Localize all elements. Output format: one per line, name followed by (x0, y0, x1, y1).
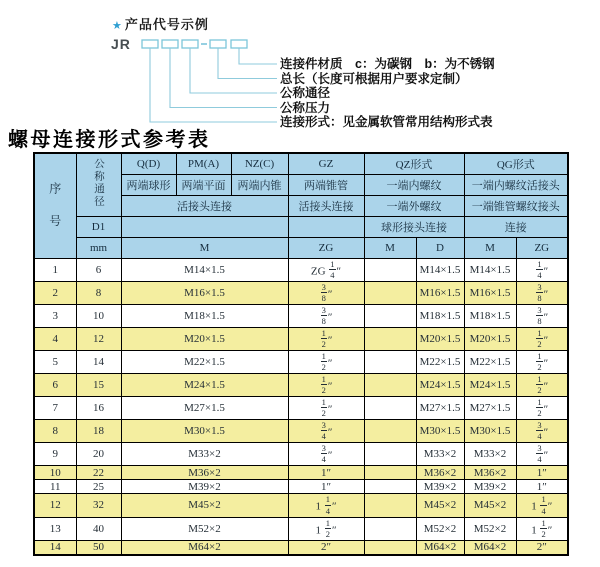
table-cell: $\frac{3}{8}$ ″ (288, 281, 364, 304)
table-cell: M24×1.5 (464, 373, 516, 396)
code-label: 总长（长度可根据用户要求定制） (280, 71, 468, 86)
col-header-qz-m: M (364, 237, 416, 258)
table-cell: $\frac{1}{2}$ ″ (288, 327, 364, 350)
page-title: 螺母连接形式参考表 (8, 129, 211, 151)
table-cell: 2″ (288, 540, 364, 555)
col-header-qg: QG形式 (464, 153, 568, 174)
table-cell: M18×1.5 (464, 304, 516, 327)
col-header-qg-m: M (464, 237, 516, 258)
table-cell: M64×2 (464, 540, 516, 555)
table-cell: M45×2 (464, 494, 516, 517)
table-cell: 2 (34, 281, 76, 304)
code-label: 公称通径 (280, 86, 331, 100)
code-label: 公称压力 (280, 100, 331, 115)
table-cell: $\frac{3}{4}$ ″ (516, 442, 568, 465)
table-cell: M39×2 (464, 480, 516, 494)
table-cell: M27×1.5 (464, 396, 516, 419)
table-cell: 5 (34, 350, 76, 373)
table-cell: M16×1.5 (121, 281, 288, 304)
table-cell: 32 (76, 494, 121, 517)
table-cell: M36×2 (416, 465, 464, 479)
table-cell: $\frac{1}{2}$ ″ (516, 350, 568, 373)
table-cell: $\frac{1}{2}$ ″ (516, 396, 568, 419)
leader-line (239, 48, 277, 64)
table-row (34, 517, 568, 540)
table-cell (364, 442, 416, 465)
table-row (34, 540, 568, 555)
table-cell: $\frac{3}{8}$ ″ (288, 304, 364, 327)
code-box (231, 40, 247, 48)
star-icon: ★ (112, 20, 123, 32)
table-cell: M33×2 (121, 442, 288, 465)
table-cell: M18×1.5 (416, 304, 464, 327)
table-cell: M20×1.5 (464, 327, 516, 350)
table-cell (364, 258, 416, 281)
table-row (34, 442, 568, 465)
table-cell: 18 (76, 419, 121, 442)
table-cell: M39×2 (121, 480, 288, 494)
table-cell: $\frac{3}{8}$ ″ (516, 304, 568, 327)
table-cell (364, 419, 416, 442)
table-cell: 6 (34, 373, 76, 396)
table-cell: 1 $\frac{1}{2}$ ″ (288, 517, 364, 540)
table-cell: $\frac{3}{4}$ ″ (288, 419, 364, 442)
table-cell (364, 494, 416, 517)
table-cell: M30×1.5 (464, 419, 516, 442)
table-cell: 7 (34, 396, 76, 419)
subheader-qz-1: 一端内螺纹 (364, 174, 464, 195)
table-cell: M14×1.5 (121, 258, 288, 281)
table-cell: M22×1.5 (464, 350, 516, 373)
col-header-m: M (121, 237, 288, 258)
table-cell: 50 (76, 540, 121, 555)
subheader-gz-connection: 活接头连接 (288, 195, 364, 216)
table-cell (364, 480, 416, 494)
col-header-gz: GZ (288, 153, 364, 174)
code-labels (280, 57, 495, 130)
table-cell: M52×2 (121, 517, 288, 540)
table-cell: 1″ (516, 465, 568, 479)
table-cell: 1 $\frac{1}{4}$ ″ (516, 494, 568, 517)
subheader-qz-2: 一端外螺纹 (364, 195, 464, 216)
col-header-seq-label: 序号 (47, 182, 62, 247)
table-cell: M16×1.5 (416, 281, 464, 304)
subheader-nz: 两端内锥 (231, 174, 288, 195)
table-cell: 1 (34, 258, 76, 281)
table-cell: 25 (76, 480, 121, 494)
table-cell: 22 (76, 465, 121, 479)
table-cell: M14×1.5 (416, 258, 464, 281)
table-cell: 20 (76, 442, 121, 465)
subheader-gz: 两端锥管 (288, 174, 364, 195)
col-header-qz-d: D (416, 237, 464, 258)
table-cell: M52×2 (464, 517, 516, 540)
table-cell (364, 304, 416, 327)
subheader-qz-connection: 球形接头连接 (364, 216, 464, 237)
table-cell (364, 281, 416, 304)
table-cell: M18×1.5 (121, 304, 288, 327)
table-row (34, 304, 568, 327)
table-row (34, 327, 568, 350)
table-cell: 1″ (288, 480, 364, 494)
subheader-empty (121, 216, 288, 237)
code-label: 连接件材质 c：为碳钢 b：为不锈钢 (280, 57, 495, 71)
table-cell: 1″ (288, 465, 364, 479)
table-cell: M64×2 (416, 540, 464, 555)
table-cell: 40 (76, 517, 121, 540)
table-header (34, 153, 568, 258)
table-cell: M64×2 (121, 540, 288, 555)
table-cell: $\frac{1}{4}$ ″ (516, 258, 568, 281)
subheader-qg-1: 一端内螺纹活接头 (464, 174, 568, 195)
table-cell: 4 (34, 327, 76, 350)
table-cell (364, 540, 416, 555)
col-header-seq (34, 153, 76, 258)
table-cell: $\frac{3}{8}$ ″ (516, 281, 568, 304)
subheader-q: 两端球形 (121, 174, 176, 195)
table-cell: $\frac{1}{2}$ ″ (516, 327, 568, 350)
code-box (142, 40, 158, 48)
table-cell: M33×2 (416, 442, 464, 465)
table-cell: 9 (34, 442, 76, 465)
table-row (34, 281, 568, 304)
table-cell: M27×1.5 (416, 396, 464, 419)
subheader-union-connection: 活接头连接 (121, 195, 288, 216)
nut-connection-table (33, 152, 569, 556)
leader-line (150, 48, 277, 122)
table-cell: $\frac{3}{4}$ ″ (516, 419, 568, 442)
table-cell: M45×2 (121, 494, 288, 517)
table-cell: 13 (34, 517, 76, 540)
col-header-dn-label: 公称通径 (93, 158, 104, 209)
col-header-qg-zg: ZG (516, 237, 568, 258)
table-row (34, 373, 568, 396)
table-cell (364, 517, 416, 540)
table-cell (364, 373, 416, 396)
table-cell: M14×1.5 (464, 258, 516, 281)
table-cell: $\frac{1}{2}$ ″ (288, 396, 364, 419)
code-box (210, 40, 226, 48)
table-row (34, 465, 568, 479)
table-cell (364, 350, 416, 373)
table-row (34, 494, 568, 517)
table-cell: 1″ (516, 480, 568, 494)
table-cell: $\frac{3}{4}$ ″ (288, 442, 364, 465)
table-body (34, 258, 568, 555)
leader-line (190, 48, 277, 93)
diagram-heading-label: 产品代号示例 (124, 17, 209, 32)
table-row (34, 419, 568, 442)
table-cell: 3 (34, 304, 76, 327)
table-cell: 6 (76, 258, 121, 281)
table-cell: M22×1.5 (121, 350, 288, 373)
table-cell: 1 $\frac{1}{2}$ ″ (516, 517, 568, 540)
table-cell: 16 (76, 396, 121, 419)
table-cell: 12 (76, 327, 121, 350)
code-label: 连接形式：见金属软管常用结构形式表 (280, 115, 493, 129)
col-header-dn (76, 153, 121, 216)
col-header-pma: PM(A) (176, 153, 231, 174)
col-header-qd: Q(D) (121, 153, 176, 174)
table-cell: M36×2 (121, 465, 288, 479)
table-cell: M24×1.5 (121, 373, 288, 396)
table-cell: 1 $\frac{1}{4}$ ″ (288, 494, 364, 517)
table-cell: 8 (76, 281, 121, 304)
code-box (162, 40, 178, 48)
table-cell: ZG $\frac{1}{4}$ ″ (288, 258, 364, 281)
code-box (182, 40, 198, 48)
table-cell: $\frac{1}{2}$ ″ (516, 373, 568, 396)
leader-line (170, 48, 277, 108)
table-cell: $\frac{1}{2}$ ″ (288, 350, 364, 373)
col-header-qz: QZ形式 (364, 153, 464, 174)
col-header-zg: ZG (288, 237, 364, 258)
subheader-pm: 两端平面 (176, 174, 231, 195)
table-cell: M30×1.5 (416, 419, 464, 442)
table-row (34, 350, 568, 373)
table-cell: 10 (76, 304, 121, 327)
table-cell: 8 (34, 419, 76, 442)
table-cell: M27×1.5 (121, 396, 288, 419)
table-cell (364, 396, 416, 419)
table-cell: M22×1.5 (416, 350, 464, 373)
table-cell (364, 327, 416, 350)
subheader-qg-connection: 连接 (464, 216, 568, 237)
table-cell: M20×1.5 (416, 327, 464, 350)
table-cell: M45×2 (416, 494, 464, 517)
table-row (34, 396, 568, 419)
table-cell: M24×1.5 (416, 373, 464, 396)
col-header-nzc: NZ(C) (231, 153, 288, 174)
subheader-empty (288, 216, 364, 237)
table-cell (364, 465, 416, 479)
subheader-qg-2: 一端锥管螺纹接头 (464, 195, 568, 216)
leader-line (218, 48, 277, 79)
table-cell: 14 (76, 350, 121, 373)
table-cell: 10 (34, 465, 76, 479)
table-cell: 2″ (516, 540, 568, 555)
table-cell: M52×2 (416, 517, 464, 540)
table-cell: M20×1.5 (121, 327, 288, 350)
table-cell: M39×2 (416, 480, 464, 494)
table-cell: 15 (76, 373, 121, 396)
col-header-mm: mm (76, 237, 121, 258)
table-cell: M33×2 (464, 442, 516, 465)
table-row (34, 480, 568, 494)
table-cell: M36×2 (464, 465, 516, 479)
table-cell: 12 (34, 494, 76, 517)
table-cell: M30×1.5 (121, 419, 288, 442)
diagram-heading (112, 14, 209, 33)
table-cell: 14 (34, 540, 76, 555)
code-prefix: JR (111, 36, 131, 52)
table-cell: M16×1.5 (464, 281, 516, 304)
table-row (34, 258, 568, 281)
table-cell: 11 (34, 480, 76, 494)
table-cell: $\frac{1}{2}$ ″ (288, 373, 364, 396)
col-header-d1: D1 (76, 216, 121, 237)
